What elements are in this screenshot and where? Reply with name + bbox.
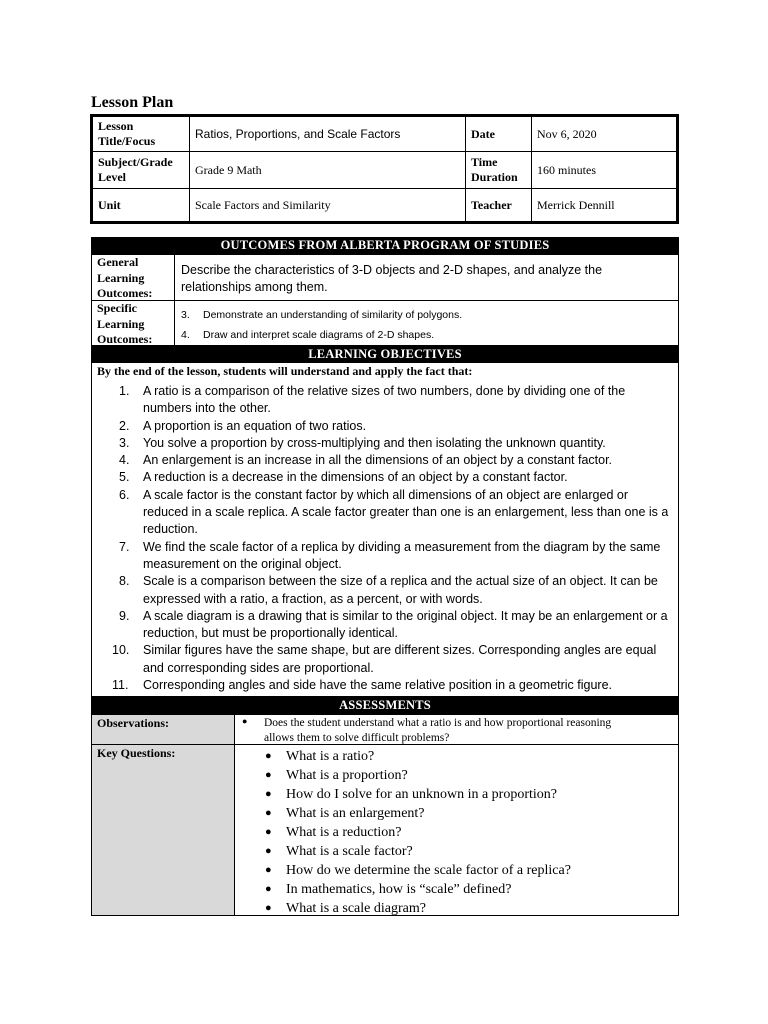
key-question-text: What is a reduction? (286, 825, 402, 840)
objective-text: An enlargement is an increase in all the dimensions of an object by a constant factor. (143, 453, 613, 468)
objective-number: 6. (119, 487, 130, 502)
objective-number: 3. (119, 435, 130, 450)
key-question-item (242, 804, 571, 823)
objective-text: Similar figures have the same shape, but are different sizes. Corresponding angles are equal and corresponding sides are proportional. (143, 643, 657, 675)
key-question-item (242, 785, 571, 804)
bullet-icon: ● (265, 807, 272, 819)
objective-text: A proportion is an equation of two ratios. (143, 418, 367, 433)
key-question-item (242, 899, 571, 918)
bullet-icon: ● (265, 902, 272, 914)
objective-number: 8. (119, 574, 130, 589)
objective-text: You solve a proportion by cross-multiplying and then isolating the unknown quantity. (143, 435, 606, 450)
objective-item (92, 608, 680, 643)
specific-outcome-number: 4. (181, 329, 190, 341)
key-question-text: What is an enlargement? (286, 806, 425, 821)
unit-value: Scale Factors and Similarity (190, 189, 466, 221)
bullet-icon: ● (265, 826, 272, 838)
general-outcomes-text: Describe the characteristics of 3-D objects and 2-D shapes, and analyze the relationships among them. (181, 263, 603, 294)
objective-text: Scale is a comparison between the size of a replica and the actual size of an object. It can be expressed with a ratio, a fraction, as a percent, or with words. (143, 574, 658, 606)
objective-item (92, 487, 680, 539)
bullet-icon: ● (265, 788, 272, 800)
objective-text: A scale factor is the constant factor by which all dimensions of an object are enlarged or reduced in a scale replica. A scale factor greater than one is an enlargement, less than one is a reduction. (143, 487, 669, 537)
objectives-section (91, 363, 679, 697)
objective-item (92, 383, 680, 418)
unit-label: Unit (93, 189, 190, 221)
assessments-heading: ASSESSMENTS (91, 697, 679, 714)
objective-number: 11. (112, 678, 129, 693)
key-question-text: What is a scale diagram? (286, 901, 426, 916)
lesson-title-value: Ratios, Proportions, and Scale Factors (190, 117, 466, 152)
key-question-item (242, 766, 571, 785)
outcomes-table (91, 254, 679, 346)
bullet-icon: ● (265, 769, 272, 781)
specific-outcome-item (181, 309, 462, 321)
key-questions-label: Key Questions: (97, 746, 176, 760)
key-question-text: How do I solve for an unknown in a proportion? (286, 787, 558, 802)
objective-number: 1. (119, 384, 130, 398)
objective-item (92, 539, 680, 574)
objective-number: 7. (119, 539, 130, 554)
objective-text: A ratio is a comparison of the relative sizes of two numbers, done by dividing one of the numbers into the other. (143, 384, 626, 416)
objectives-intro: By the end of the lesson, students will understand and apply the fact that: (97, 364, 473, 378)
specific-outcome-text: Demonstrate an understanding of similarity of polygons. (203, 309, 463, 321)
key-question-text: In mathematics, how is “scale” defined? (286, 882, 512, 897)
objective-number: 2. (119, 418, 130, 433)
outcomes-row-divider (92, 300, 678, 301)
general-outcomes-label: General Learning Outcomes: (97, 255, 153, 300)
objective-item (92, 677, 680, 694)
objective-text: Corresponding angles and side have the same relative position in a geometric figure. (143, 678, 613, 693)
key-question-item (242, 842, 571, 861)
observations-label: Observations: (97, 716, 169, 730)
document-title: Lesson Plan (91, 94, 174, 111)
objective-item (92, 435, 680, 452)
objective-number: 4. (119, 453, 130, 468)
objective-item (92, 469, 680, 486)
assessments-table (91, 714, 679, 916)
key-question-item (242, 861, 571, 880)
bullet-icon: ● (265, 883, 272, 895)
assessment-label-column (92, 715, 235, 915)
objective-text: A reduction is a decrease in the dimensions of an object by a constant factor. (143, 470, 568, 485)
objective-number: 9. (119, 608, 130, 623)
objective-item (92, 418, 680, 435)
time-label: Time Duration (466, 152, 532, 189)
objectives-list (92, 383, 680, 694)
objective-text: A scale diagram is a drawing that is similar to the original object. It may be an enlargement or a reduction, but must be proportionally identical. (143, 608, 668, 641)
key-question-text: What is a ratio? (286, 749, 375, 764)
specific-outcome-item (181, 329, 434, 341)
bullet-icon: ● (265, 750, 272, 762)
objective-item (92, 452, 680, 469)
teacher-label: Teacher (466, 189, 532, 221)
observations-text: Does the student understand what a ratio is and how proportional reasoning allows them to solve difficult problems? (264, 717, 612, 744)
bullet-icon: ● (265, 845, 272, 857)
subject-value: Grade 9 Math (190, 152, 466, 189)
key-question-item (242, 880, 571, 899)
objective-number: 5. (119, 470, 130, 485)
specific-outcome-number: 3. (181, 309, 190, 321)
objectives-heading: LEARNING OBJECTIVES (91, 346, 679, 363)
teacher-value: Merrick Dennill (537, 197, 615, 212)
key-question-item (242, 747, 571, 766)
key-question-text: How do we determine the scale factor of a replica? (286, 863, 571, 878)
key-questions-list (242, 747, 571, 918)
lesson-title-label: Lesson Title/Focus (93, 117, 190, 152)
objective-item (92, 642, 680, 677)
key-question-text: What is a proportion? (286, 768, 408, 783)
specific-outcome-text: Draw and interpret scale diagrams of 2-D shapes. (203, 329, 435, 341)
bullet-icon: ● (265, 864, 272, 876)
outcomes-heading: OUTCOMES FROM ALBERTA PROGRAM OF STUDIES (91, 237, 679, 254)
key-question-text: What is a scale factor? (286, 844, 413, 859)
specific-outcomes-label: Specific Learning Outcomes: (97, 301, 153, 346)
lesson-header-table (90, 114, 679, 224)
key-question-item (242, 823, 571, 842)
date-label: Date (466, 117, 532, 152)
observation-bullet-icon: ● (242, 716, 248, 726)
objective-number: 10. (112, 643, 130, 658)
objective-text: We find the scale factor of a replica by dividing a measurement from the diagram by the same measurement on the original object. (143, 539, 661, 571)
time-value: 160 minutes (532, 152, 676, 189)
date-value: Nov 6, 2020 (532, 117, 676, 152)
subject-label: Subject/Grade Level (93, 152, 190, 189)
objective-item (92, 573, 680, 608)
